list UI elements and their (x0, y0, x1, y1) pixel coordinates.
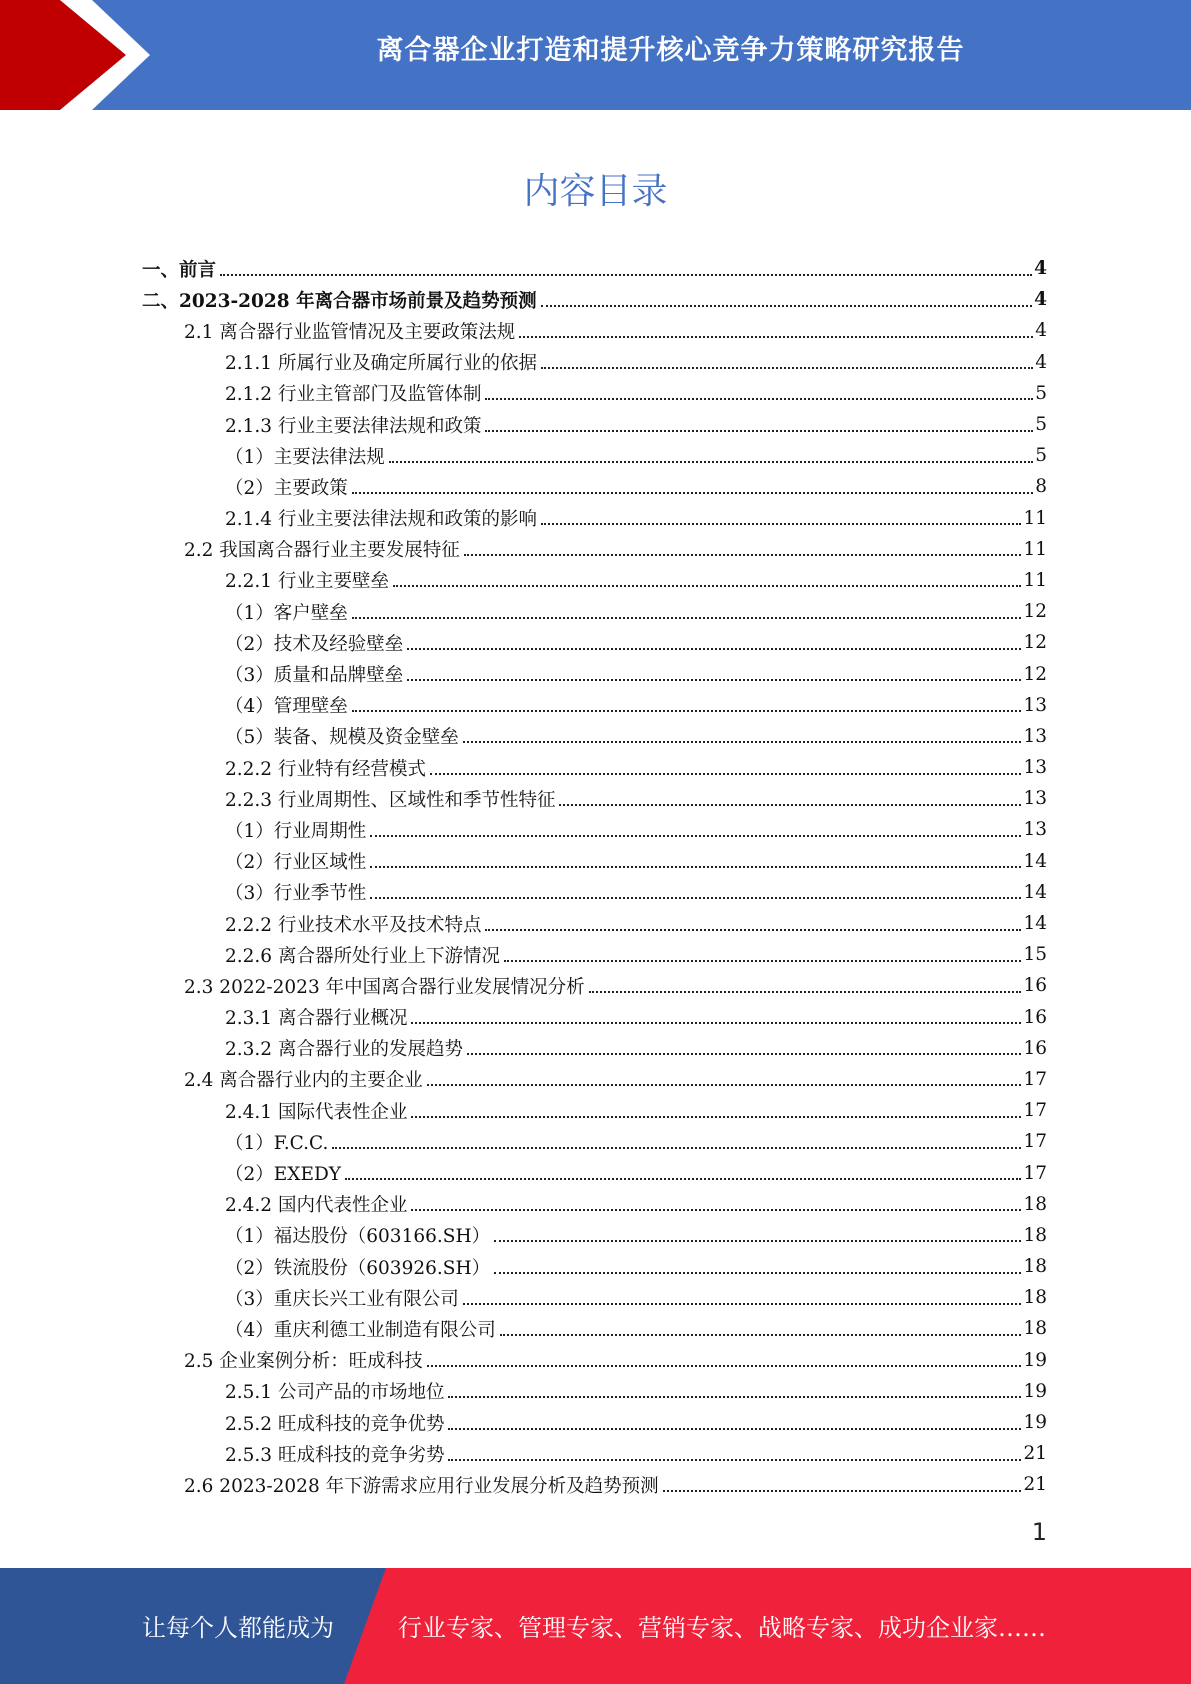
toc-dot-leader (541, 305, 1033, 307)
toc-entry[interactable] (0, 939, 1191, 970)
toc-entry[interactable] (0, 347, 1191, 378)
toc-dot-leader (411, 1209, 1021, 1211)
toc-dot-leader (541, 523, 1021, 525)
toc-entry[interactable] (0, 284, 1191, 315)
toc-dot-leader (332, 1147, 1021, 1149)
toc-entry-label: 2.2.3 行业周期性、区域性和季节性特征 (225, 789, 556, 811)
toc-dot-leader (448, 1459, 1021, 1461)
toc-entry-page: 16 (1023, 975, 1047, 997)
toc-dot-leader (448, 1396, 1021, 1398)
toc-dot-leader (411, 1116, 1021, 1118)
toc-entry-label: 一、前言 (142, 259, 217, 281)
page-title: 内容目录 (523, 171, 668, 212)
toc-entry-page: 18 (1023, 1256, 1047, 1278)
toc-entry-label: （1）F.C.C. (225, 1132, 329, 1154)
toc-entry-page: 18 (1023, 1318, 1047, 1340)
toc-dot-leader (220, 274, 1032, 276)
toc-entry-label: （2）EXEDY (225, 1164, 341, 1186)
toc-entry-label: 2.2.2 行业特有经营模式 (225, 758, 426, 780)
toc-entry-label: 2.6 2023-2028 年下游需求应用行业发展分析及趋势预测 (184, 1475, 659, 1497)
toc-entry-page: 21 (1023, 1474, 1047, 1496)
toc-dot-leader (494, 1272, 1021, 1274)
toc-entry-label: 2.3.2 离合器行业的发展趋势 (225, 1039, 463, 1061)
toc-entry-label: 2.4 离合器行业内的主要企业 (184, 1070, 423, 1092)
toc-entry[interactable] (0, 315, 1191, 346)
toc-entry-page: 13 (1023, 694, 1047, 716)
toc-entry-label: （4）重庆利德工业制造有限公司 (225, 1319, 496, 1341)
toc-entry[interactable] (0, 1095, 1191, 1126)
footer-slogan-right: 行业专家、管理专家、营销专家、战略专家、成功企业家…… (398, 1614, 1046, 1642)
toc-entry[interactable] (0, 1126, 1191, 1157)
toc-dot-leader (463, 1303, 1022, 1305)
toc-entry-label: 2.3 2022-2023 年中国离合器行业发展情况分析 (184, 976, 585, 998)
toc-dot-leader (467, 1053, 1021, 1055)
toc-dot-leader (370, 897, 1021, 899)
toc-dot-leader (485, 398, 1033, 400)
toc-entry-page: 4 (1035, 351, 1047, 373)
toc-entry-page: 17 (1023, 1131, 1047, 1153)
toc-entry-label: （3）行业季节性 (225, 883, 367, 905)
toc-entry[interactable] (0, 503, 1191, 534)
toc-entry[interactable] (0, 908, 1191, 939)
toc-dot-leader (485, 430, 1033, 432)
toc-entry[interactable] (0, 1251, 1191, 1282)
toc-entry[interactable] (0, 1282, 1191, 1313)
toc-entry-label: 2.2 我国离合器行业主要发展特征 (184, 540, 460, 562)
toc-entry-page: 18 (1023, 1224, 1047, 1246)
toc-entry[interactable] (0, 596, 1191, 627)
toc-entry-page: 5 (1035, 445, 1047, 467)
toc-entry-label: （5）装备、规模及资金壁垒 (225, 727, 459, 749)
toc-dot-leader (504, 960, 1021, 962)
toc-entry-page: 14 (1023, 850, 1047, 872)
toc-entry-label: （3）重庆长兴工业有限公司 (225, 1288, 459, 1310)
toc-entry-label: 2.4.2 国内代表性企业 (225, 1195, 408, 1217)
toc-entry[interactable] (0, 783, 1191, 814)
toc-entry-page: 11 (1023, 538, 1047, 560)
toc-entry-label: （2）主要政策 (225, 477, 348, 499)
toc-entry-page: 18 (1023, 1287, 1047, 1309)
toc-entry-page: 4 (1034, 289, 1047, 311)
toc-entry-label: 2.5.3 旺成科技的竞争劣势 (225, 1444, 445, 1466)
toc-entry[interactable] (0, 752, 1191, 783)
toc-dot-leader (370, 866, 1021, 868)
toc-entry[interactable] (0, 378, 1191, 409)
toc-entry[interactable] (0, 1469, 1191, 1500)
toc-entry[interactable] (0, 1438, 1191, 1469)
toc-entry[interactable] (0, 534, 1191, 565)
toc-entry-page: 13 (1023, 725, 1047, 747)
toc-entry-label: 2.2.6 离合器所处行业上下游情况 (225, 945, 500, 967)
toc-entry-page: 21 (1023, 1443, 1047, 1465)
toc-entry-page: 16 (1023, 1037, 1047, 1059)
toc-entry[interactable] (0, 1033, 1191, 1064)
toc-dot-leader (370, 835, 1021, 837)
toc-entry-label: （2）铁流股份（603926.SH） (225, 1257, 491, 1279)
toc-entry-label: 2.2.1 行业主要壁垒 (225, 571, 389, 593)
toc-dot-leader (541, 367, 1033, 369)
toc-entry-page: 8 (1035, 476, 1047, 498)
toc-dot-leader (485, 929, 1021, 931)
toc-dot-leader (430, 773, 1021, 775)
toc-entry-page: 11 (1023, 507, 1047, 529)
toc-entry-page: 4 (1034, 258, 1047, 280)
toc-entry[interactable] (0, 721, 1191, 752)
toc-entry[interactable] (0, 1157, 1191, 1188)
toc-entry[interactable] (0, 1064, 1191, 1095)
toc-entry-label: 2.2.2 行业技术水平及技术特点 (225, 914, 482, 936)
toc-entry[interactable] (0, 440, 1191, 471)
toc-entry[interactable] (0, 253, 1191, 284)
toc-dot-leader (500, 1334, 1022, 1336)
toc-entry-label: （3）质量和品牌壁垒 (225, 665, 404, 687)
toc-entry[interactable] (0, 846, 1191, 877)
toc-entry-page: 5 (1035, 414, 1047, 436)
toc-dot-leader (448, 1428, 1021, 1430)
toc-entry-page: 17 (1023, 1162, 1047, 1184)
toc-entry[interactable] (0, 814, 1191, 845)
toc-entry[interactable] (0, 1220, 1191, 1251)
toc-dot-leader (393, 585, 1021, 587)
toc-entry[interactable] (0, 1345, 1191, 1376)
toc-dot-leader (589, 991, 1022, 993)
toc-entry-label: （1）福达股份（603166.SH） (225, 1226, 491, 1248)
toc-entry-page: 19 (1023, 1380, 1047, 1402)
toc-entry-page: 17 (1023, 1100, 1047, 1122)
toc-entry[interactable] (0, 1313, 1191, 1344)
toc-entry-label: 2.5.2 旺成科技的竞争优势 (225, 1413, 445, 1435)
report-title: 离合器企业打造和提升核心竞争力策略研究报告 (376, 35, 965, 66)
toc-entry-label: 2.1.4 行业主要法律法规和政策的影响 (225, 509, 537, 531)
toc-dot-leader (464, 554, 1022, 556)
toc-dot-leader (427, 1084, 1022, 1086)
toc-entry-page: 19 (1023, 1349, 1047, 1371)
toc-entry[interactable] (0, 1189, 1191, 1220)
toc-entry-page: 5 (1035, 382, 1047, 404)
toc-entry-label: 2.3.1 离合器行业概况 (225, 1008, 408, 1030)
toc-entry-label: 2.5 企业案例分析：旺成科技 (184, 1351, 423, 1373)
toc-entry-label: 2.1 离合器行业监管情况及主要政策法规 (184, 321, 516, 343)
footer-slogan-left: 让每个人都能成为 (142, 1614, 334, 1642)
toc-entry-page: 13 (1023, 757, 1047, 779)
toc-entry[interactable] (0, 565, 1191, 596)
toc-entry-page: 11 (1023, 569, 1047, 591)
toc-entry-label: 2.5.1 公司产品的市场地位 (225, 1382, 445, 1404)
toc-entry[interactable] (0, 1407, 1191, 1438)
toc-dot-leader (494, 1240, 1021, 1242)
toc-dot-leader (411, 1022, 1021, 1024)
toc-entry-page: 16 (1023, 1006, 1047, 1028)
toc-entry-label: 2.1.2 行业主管部门及监管体制 (225, 384, 482, 406)
toc-dot-leader (407, 679, 1021, 681)
toc-dot-leader (352, 492, 1033, 494)
toc-dot-leader (352, 617, 1022, 619)
toc-entry-label: （1）客户壁垒 (225, 602, 348, 624)
toc-entry[interactable] (0, 970, 1191, 1001)
toc-entry[interactable] (0, 471, 1191, 502)
toc-entry[interactable] (0, 1002, 1191, 1033)
toc-dot-leader (345, 1178, 1021, 1180)
toc-entry-page: 19 (1023, 1412, 1047, 1434)
toc-entry[interactable] (0, 1376, 1191, 1407)
toc-entry-label: （2）行业区域性 (225, 852, 367, 874)
toc-entry-label: 2.1.3 行业主要法律法规和政策 (225, 415, 482, 437)
toc-entry-label: 2.1.1 所属行业及确定所属行业的依据 (225, 353, 537, 375)
toc-dot-leader (427, 1365, 1022, 1367)
footer-banner (0, 1568, 1191, 1684)
table-of-contents (0, 253, 1191, 1501)
toc-entry[interactable] (0, 627, 1191, 658)
toc-entry-page: 15 (1023, 944, 1047, 966)
header-banner (0, 0, 1191, 110)
toc-entry-page: 12 (1023, 663, 1047, 685)
toc-entry-label: （1）主要法律法规 (225, 446, 385, 468)
toc-entry-page: 17 (1023, 1068, 1047, 1090)
toc-entry-label: （2）技术及经验壁垒 (225, 633, 404, 655)
toc-entry-page: 13 (1023, 819, 1047, 841)
toc-entry[interactable] (0, 877, 1191, 908)
toc-entry-page: 13 (1023, 788, 1047, 810)
toc-entry-page: 12 (1023, 632, 1047, 654)
toc-dot-leader (407, 648, 1021, 650)
toc-entry-page: 14 (1023, 881, 1047, 903)
page-number: 1 (1031, 1518, 1047, 1546)
toc-entry[interactable] (0, 409, 1191, 440)
toc-dot-leader (559, 804, 1021, 806)
toc-dot-leader (463, 741, 1022, 743)
toc-entry-label: 二、2023-2028 年离合器市场前景及趋势预测 (142, 290, 537, 312)
toc-entry-page: 4 (1035, 320, 1047, 342)
toc-entry-page: 12 (1023, 601, 1047, 623)
toc-dot-leader (519, 336, 1033, 338)
toc-entry-label: （1）行业周期性 (225, 820, 367, 842)
toc-entry-label: 2.4.1 国际代表性企业 (225, 1101, 408, 1123)
toc-dot-leader (663, 1490, 1022, 1492)
toc-entry-page: 18 (1023, 1193, 1047, 1215)
toc-entry[interactable] (0, 690, 1191, 721)
toc-dot-leader (352, 710, 1022, 712)
toc-entry[interactable] (0, 658, 1191, 689)
toc-entry-label: （4）管理壁垒 (225, 696, 348, 718)
toc-dot-leader (389, 461, 1033, 463)
toc-entry-page: 14 (1023, 913, 1047, 935)
